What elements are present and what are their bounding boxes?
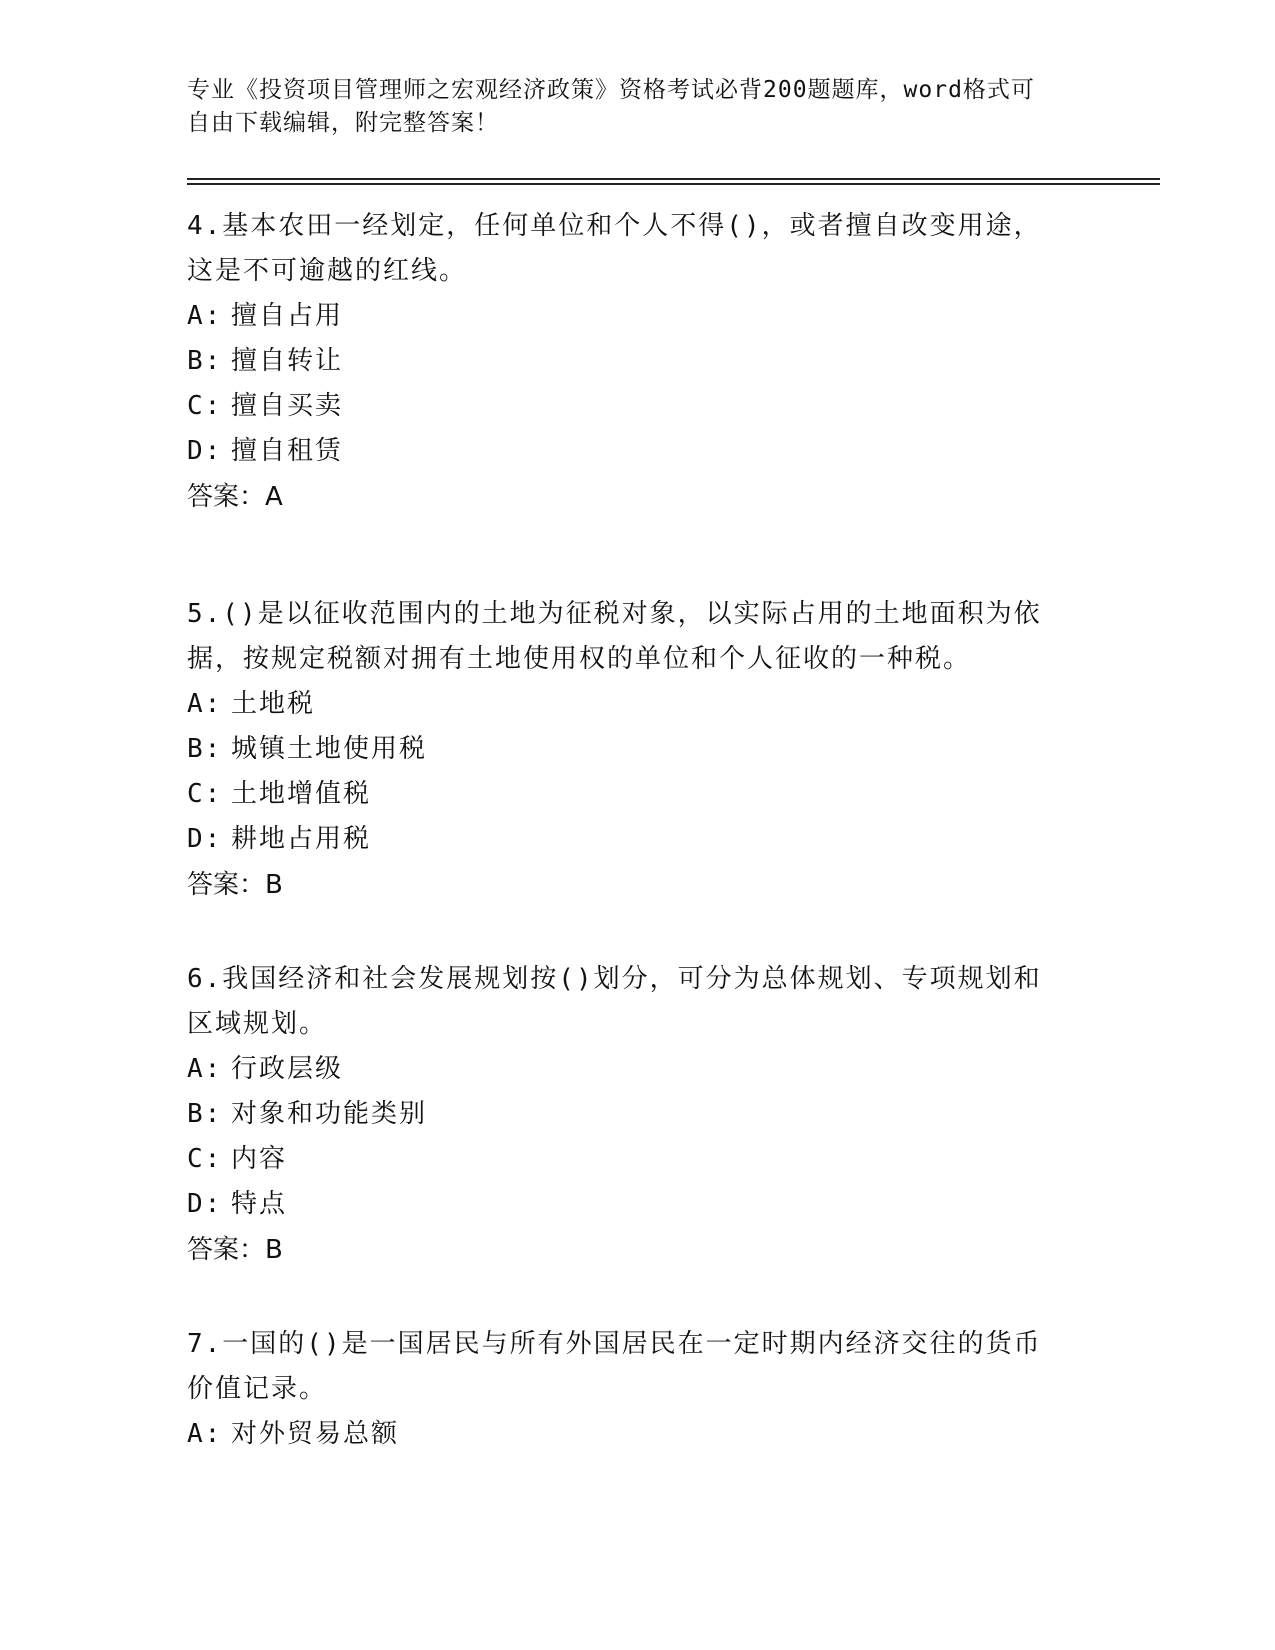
option-text: 耕地占用税 (231, 824, 372, 854)
answer-line: 答案：B (187, 870, 283, 900)
question-stem (187, 1322, 1067, 1412)
option-text: 土地税 (231, 689, 316, 719)
question-stem-line-1: 5.()是以征收范围内的土地为征税对象，以实际占用的土地面积为依 (187, 599, 1042, 629)
option-text: 擅自转让 (231, 346, 344, 376)
option-text: 擅自租赁 (231, 436, 344, 466)
question-7 (187, 1322, 1067, 1457)
option-d (187, 817, 1067, 862)
option-letter: C: (187, 779, 223, 809)
question-stem-line-1: 7.一国的()是一国居民与所有外国居民在一定时期内经济交往的货币 (187, 1329, 1042, 1359)
option-d (187, 429, 1067, 474)
option-letter: D: (187, 436, 223, 466)
header-line-2: 自由下载编辑，附完整答案！ (187, 110, 499, 136)
question-5 (187, 592, 1067, 908)
option-a (187, 294, 1067, 339)
option-b (187, 1092, 1067, 1137)
option-text: 对外贸易总额 (231, 1419, 400, 1449)
question-stem-line-2: 价值记录。 (187, 1374, 328, 1404)
option-b (187, 339, 1067, 384)
header-divider-bottom (187, 183, 1160, 185)
option-text: 对象和功能类别 (231, 1099, 428, 1129)
option-text: 擅自买卖 (231, 391, 344, 421)
option-text: 特点 (231, 1189, 288, 1219)
option-letter: C: (187, 1144, 223, 1174)
option-b (187, 727, 1067, 772)
question-4 (187, 204, 1067, 520)
option-letter: A: (187, 689, 223, 719)
question-stem (187, 592, 1067, 682)
question-6 (187, 957, 1067, 1273)
option-letter: A: (187, 301, 223, 331)
header-divider-top (187, 178, 1160, 180)
option-text: 擅自占用 (231, 301, 344, 331)
answer-line: 答案：A (187, 482, 283, 512)
question-stem-line-2: 据，按规定税额对拥有土地使用权的单位和个人征收的一种税。 (187, 644, 972, 674)
question-stem (187, 204, 1067, 294)
question-stem (187, 957, 1067, 1047)
option-c (187, 772, 1067, 817)
option-letter: A: (187, 1054, 223, 1084)
answer-line: 答案：B (187, 1235, 283, 1265)
option-letter: D: (187, 824, 223, 854)
option-letter: B: (187, 734, 223, 764)
question-stem-line-2: 这是不可逾越的红线。 (187, 256, 468, 286)
document-header (187, 74, 1067, 140)
option-letter: B: (187, 1099, 223, 1129)
option-text: 土地增值税 (231, 779, 372, 809)
header-line-1: 专业《投资项目管理师之宏观经济政策》资格考试必背200题题库，word格式可 (187, 77, 1035, 103)
option-a (187, 1047, 1067, 1092)
option-letter: A: (187, 1419, 223, 1449)
option-text: 行政层级 (231, 1054, 344, 1084)
option-c (187, 1137, 1067, 1182)
option-text: 城镇土地使用税 (231, 734, 428, 764)
option-a (187, 1412, 1067, 1457)
question-stem-line-2: 区域规划。 (187, 1009, 328, 1039)
option-a (187, 682, 1067, 727)
option-c (187, 384, 1067, 429)
question-stem-line-1: 6.我国经济和社会发展规划按()划分，可分为总体规划、专项规划和 (187, 964, 1042, 994)
option-d (187, 1182, 1067, 1227)
question-stem-line-1: 4.基本农田一经划定，任何单位和个人不得()，或者擅自改变用途， (187, 211, 1042, 241)
option-text: 内容 (231, 1144, 288, 1174)
option-letter: B: (187, 346, 223, 376)
option-letter: D: (187, 1189, 223, 1219)
option-letter: C: (187, 391, 223, 421)
